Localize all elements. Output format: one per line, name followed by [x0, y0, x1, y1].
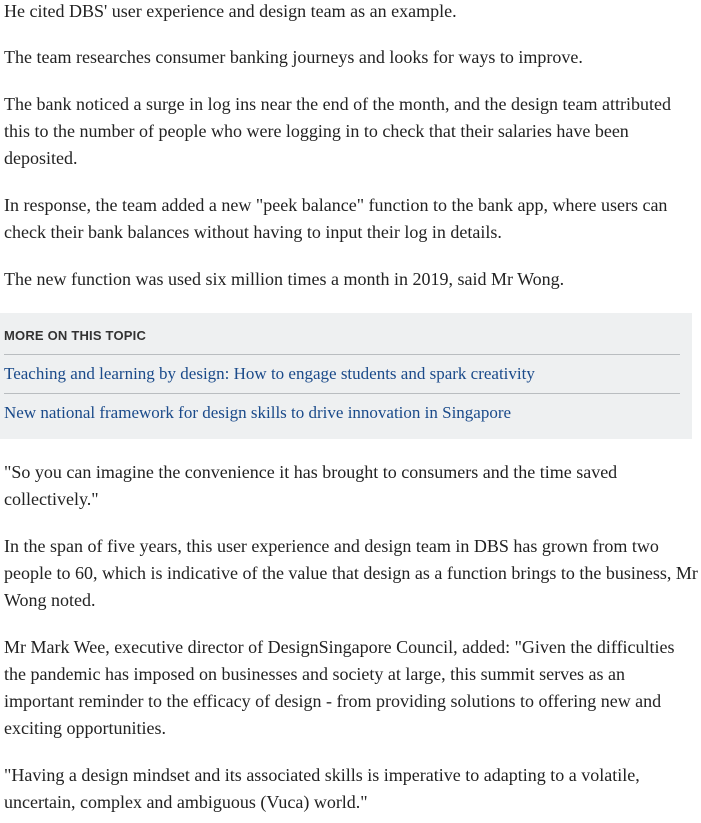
article-paragraph: "Having a design mindset and its associated skills is imperative to adapting to a volatile, uncertain, complex and ambiguous (Vuca) world." — [4, 765, 640, 812]
related-link-national-framework[interactable]: New national framework for design skills to drive innovation in Singapore — [4, 403, 512, 422]
article-paragraph: In the span of five years, this user experience and design team in DBS has grown from two people to 60, which is indicative of the value that design as a function brings to the business, Mr Wong noted. — [4, 536, 698, 610]
divider — [4, 393, 680, 394]
article-paragraph: "So you can imagine the convenience it has brought to consumers and the time saved collectively." — [4, 462, 618, 509]
divider — [4, 354, 680, 355]
article-paragraph: The bank noticed a surge in log ins near the end of the month, and the design team attributed this to the number of people who were logging in to check that their salaries have been deposited. — [4, 94, 671, 168]
article-paragraph: The new function was used six million times a month in 2019, said Mr Wong. — [4, 269, 565, 289]
article-paragraph: He cited DBS' user experience and design team as an example. — [4, 1, 457, 21]
article-paragraph: In response, the team added a new "peek balance" function to the bank app, where users can check their bank balances without having to input their log in details. — [4, 195, 668, 242]
related-articles-heading: MORE ON THIS TOPIC — [4, 328, 147, 343]
article-paragraph: The team researches consumer banking journeys and looks for ways to improve. — [4, 47, 583, 67]
article-paragraph: Mr Mark Wee, executive director of DesignSingapore Council, added: "Given the difficulties the pandemic has imposed on businesses and society at large, this summit serves as an important reminder to the efficacy of design - from providing solutions to offering new and exciting opportunities. — [4, 637, 675, 738]
related-link-teaching-by-design[interactable]: Teaching and learning by design: How to engage students and spark creativity — [4, 364, 535, 383]
